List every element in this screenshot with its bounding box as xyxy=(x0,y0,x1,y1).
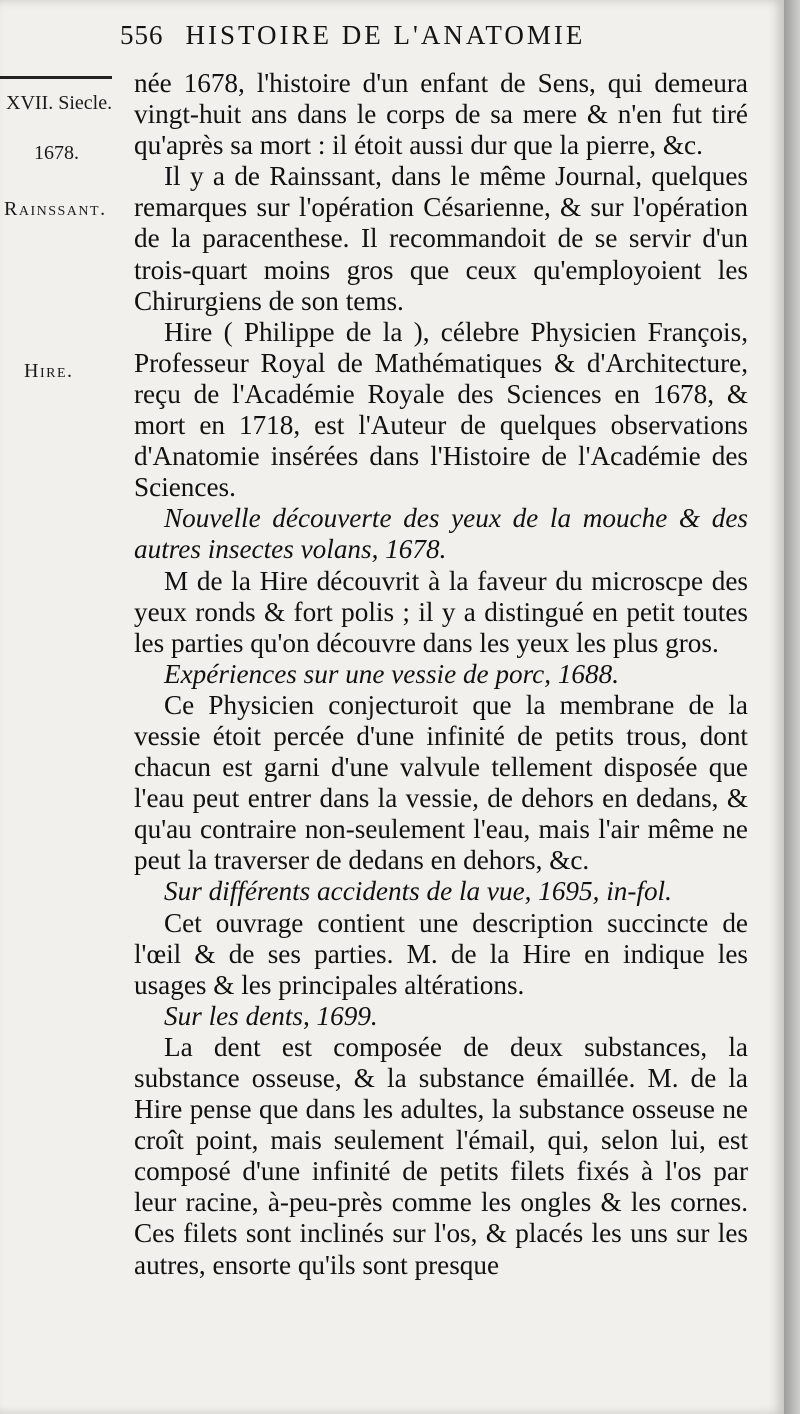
paragraph-hire-bio: Hire ( Philippe de la ), célebre Physicien François, Professeur Royal de Mathématiques & d'Architecture, reçu de l'Académie Royale des Sciences en 1678, & mort en 1718, est l'Auteur de quelques observations d'Anatomie insérées dans l'Histoire de l'Académie des Sciences. xyxy=(134,316,748,503)
paragraph-rainssant: Il y a de Rainssant, dans le même Journal, quelques remarques sur l'opération Césarienne, & sur l'opération de la paracenthese. Il recommandoit de se servir d'un trois-quart moins gros que ceux qu'employoient les Chirurgiens de son tems. xyxy=(134,161,748,316)
work-title-vue: Sur différents accidents de la vue, 1695, in-fol. xyxy=(164,876,672,907)
work-title-dents: Sur les dents, 1699. xyxy=(164,1000,378,1031)
page-header xyxy=(120,20,585,51)
running-title: HISTOIRE DE L'ANATOMIE xyxy=(185,20,586,50)
page-edge xyxy=(784,0,800,1414)
margin-note-year: 1678. xyxy=(34,142,79,164)
margin-note-rainssant: Rainssant. xyxy=(4,198,107,220)
paragraph-vessie: Ce Physicien conjecturoit que la membrane de la vessie étoit percée d'une infinité de petits trous, dont chacun est garni d'une valvule tellement disposée que l'eau peut entrer dans la vessie, de dehors en dedans, & qu'au contraire non-seulement l'eau, mais l'air même ne peut la traverser de dedans en dehors, &c. xyxy=(134,689,748,876)
page-number: 556 xyxy=(120,20,164,50)
margin-note-century: XVII. Siecle. xyxy=(6,92,113,114)
margin-note-hire: Hire. xyxy=(24,360,74,382)
margin-rule xyxy=(0,76,112,79)
paragraph-continuation: née 1678, l'histoire d'un enfant de Sens, qui demeura vingt-huit ans dans le corps de sa mere & n'en fut tiré qu'après sa mort : il étoit aussi dur que la pierre, &c. xyxy=(134,68,748,161)
work-title-vessie: Expériences sur une vessie de porc, 1688. xyxy=(164,658,620,689)
paragraph-dents: La dent est composée de deux substances, la substance osseuse, & la substance émaillée. M. de la Hire pense que dans les adultes, la substance osseuse ne croît point, mais seulement l'émail, qui, selon lui, est composé d'une infinité de petits filets fixés à l'os par leur racine, à-peu-près comme les ongles & les cornes. Ces filets sont inclinés sur l'os, & placés les uns sur les autres, ensorte qu'ils sont presque xyxy=(134,1031,748,1280)
paragraph-mouche: M de la Hire découvrit à la faveur du microscpe des yeux ronds & fort polis ; il y a distingué en petit toutes les parties qu'on découvre dans les yeux les plus gros. xyxy=(134,565,748,658)
work-title-mouche: Nouvelle découverte des yeux de la mouche & des autres insectes volans, 1678. xyxy=(134,503,748,565)
main-text xyxy=(134,68,748,1281)
paragraph-vue: Cet ouvrage contient une description succincte de l'œil & de ses parties. M. de la Hire en indique les usages & les principales altérations. xyxy=(134,907,748,1000)
